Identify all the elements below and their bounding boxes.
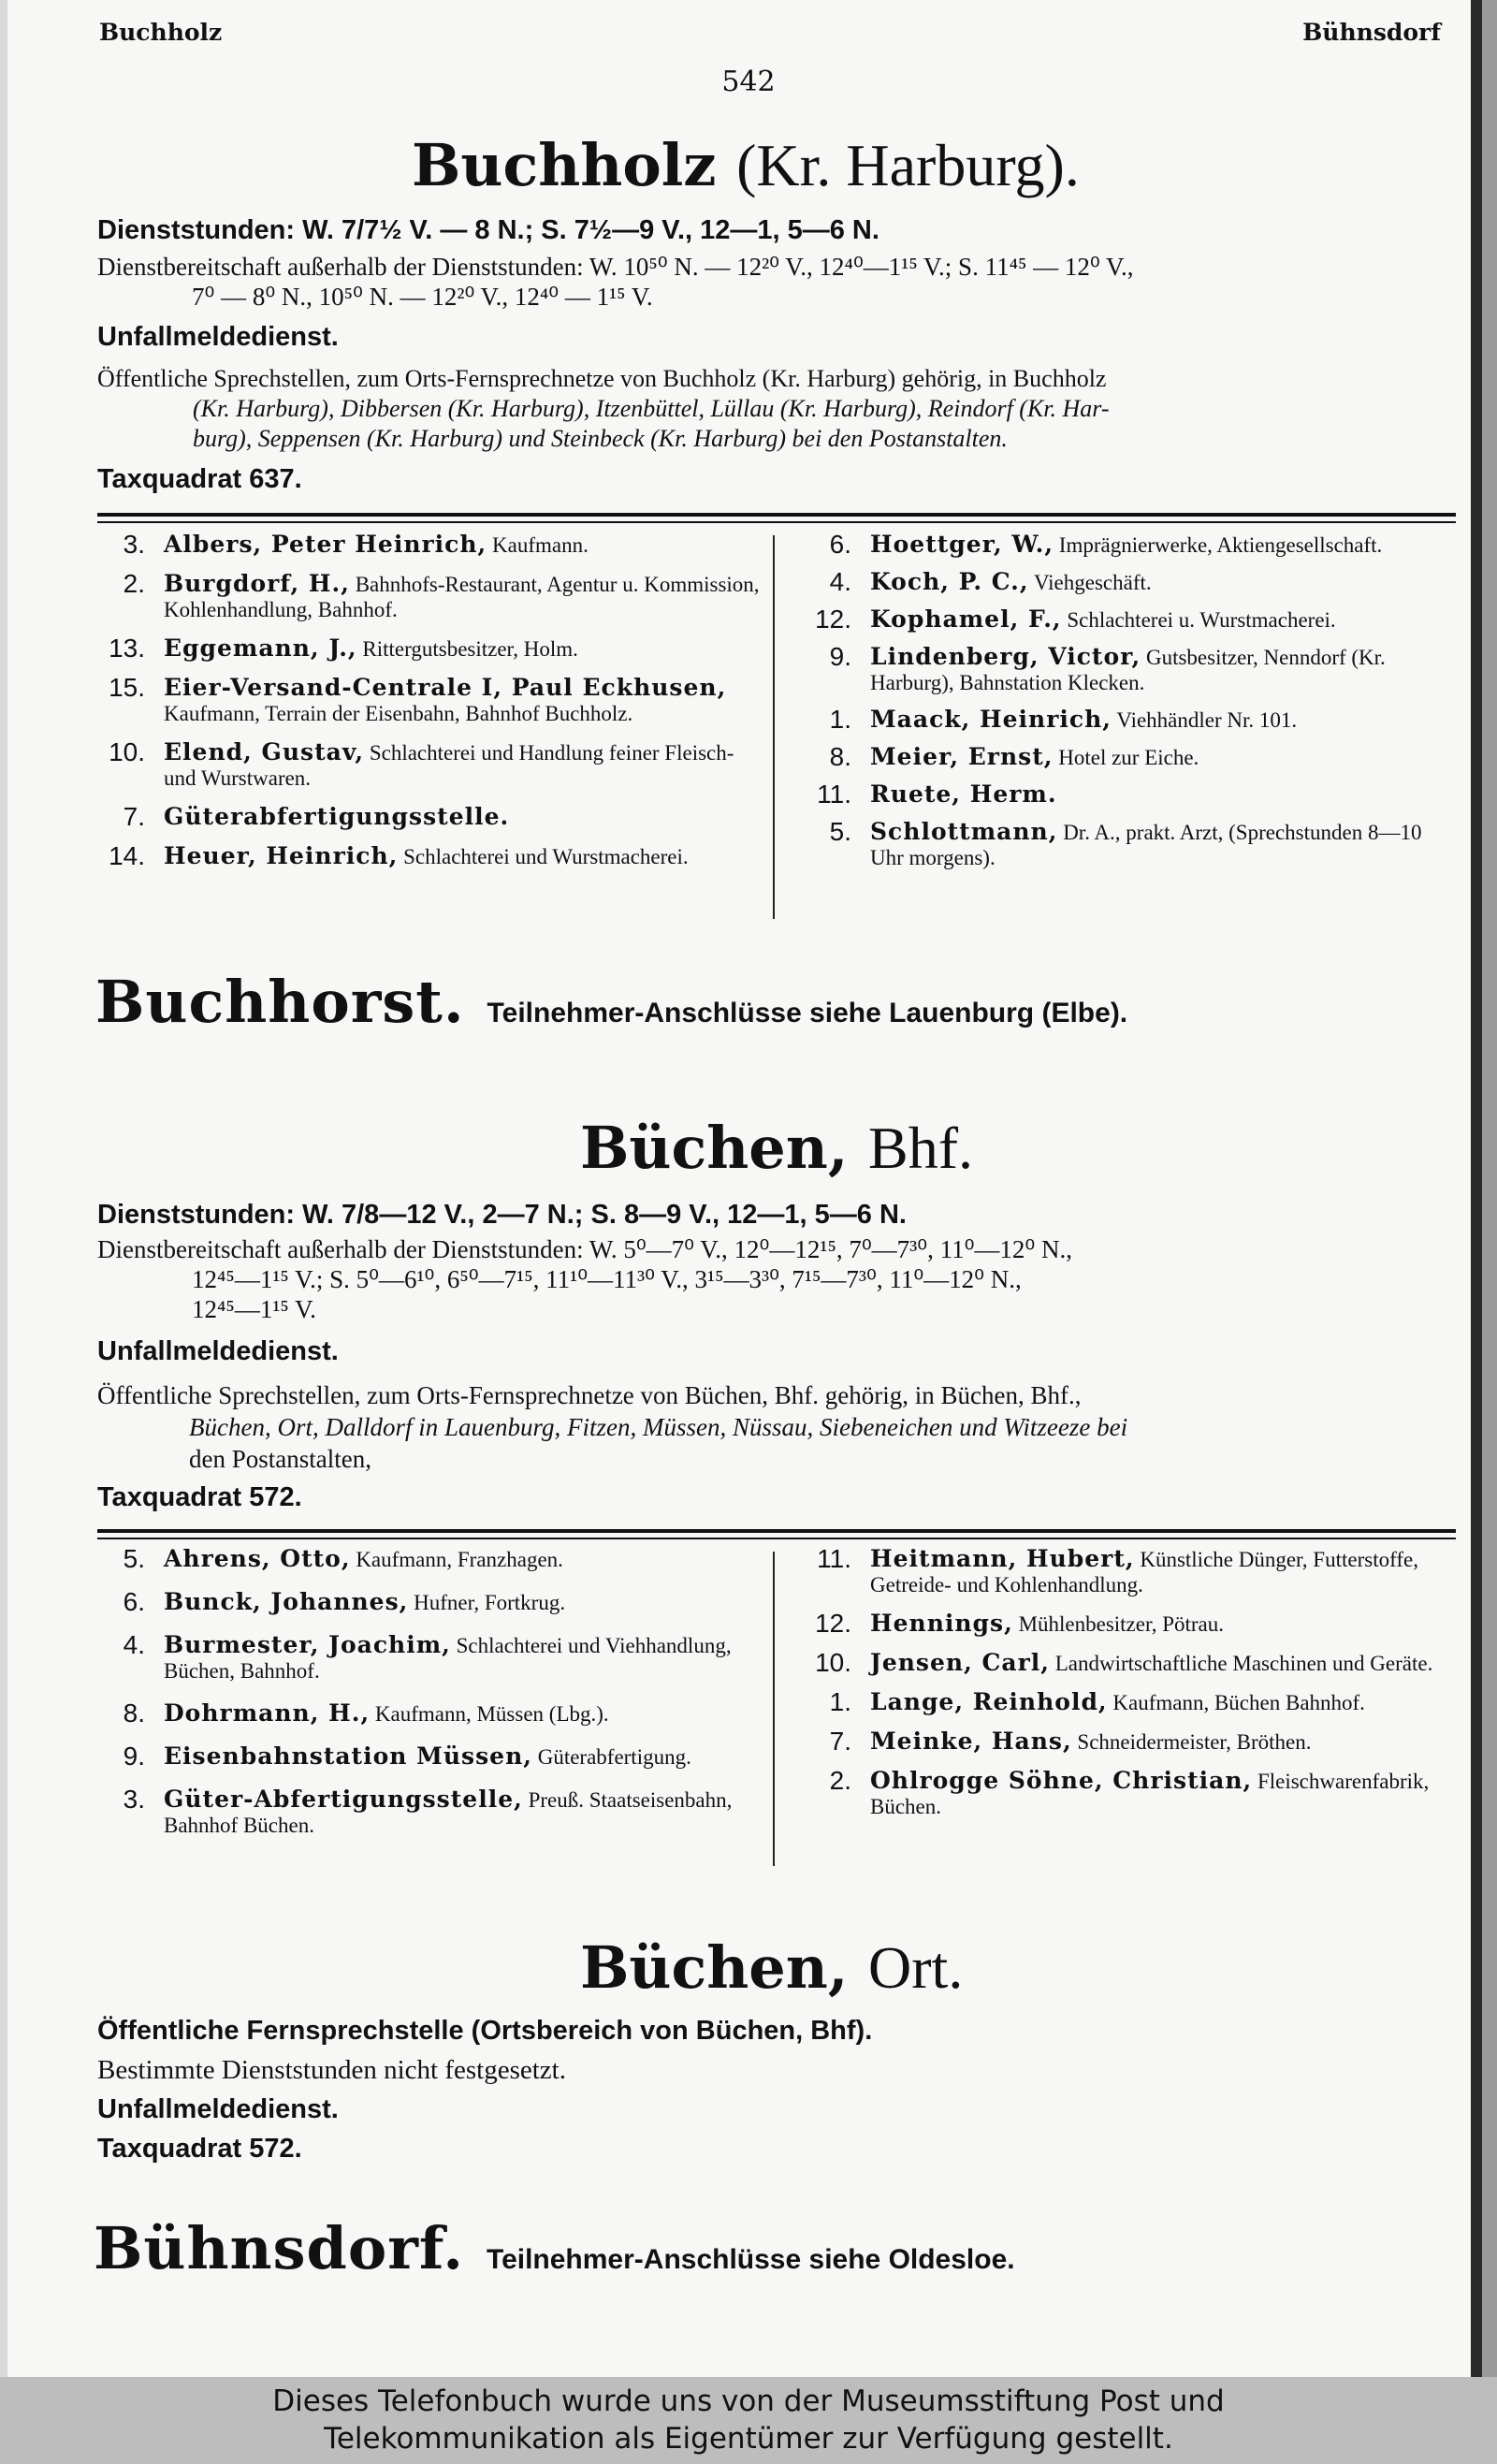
buchholz-line-2: Dienstbereitschaft außerhalb der Dienststunden: W. 10⁵⁰ N. — 12²⁰ V., 12⁴⁰—1¹⁵ V.; S. 11⁴⁵ — 12⁰ V., xyxy=(97,253,1134,281)
buechen-ort-line-4: Taxquadrat 572. xyxy=(97,2134,302,2164)
title-main: Büchen, xyxy=(580,1933,849,2002)
list-item: 11. Heitmann, Hubert, Künstliche Dünger, Futterstoffe, Getreide- und Kohlenhandlung. xyxy=(817,1544,1418,1596)
column-divider xyxy=(773,1552,775,1866)
buchholz-line-1: Dienststunden: W. 7/7½ V. — 8 N.; S. 7½—9 V., 12—1, 5—6 N. xyxy=(97,215,879,245)
list-item: 5. Ahrens, Otto, Kaufmann, Franzhagen. xyxy=(123,1544,563,1573)
buechen-bhf-line-3: 12⁴⁵—1¹⁵ V.; S. 5⁰—6¹⁰, 6⁵⁰—7¹⁵, 11¹⁰—11³⁰ V., 3¹⁵—3³⁰, 7¹⁵—7³⁰, 11⁰—12⁰ N., xyxy=(192,1265,1022,1293)
buchholz-right-column xyxy=(805,532,1460,870)
section-title-buechen-bhf xyxy=(580,1114,973,1183)
buechen-bhf-line-6: Öffentliche Sprechstellen, zum Orts-Fernsprechnetze von Büchen, Bhf. gehörig, in Büchen, Bhf., xyxy=(97,1381,1082,1409)
list-item: 9. Lindenberg, Victor, Gutsbesitzer, Nenndorf (Kr. Harburg), Bahnstation Klecken. xyxy=(829,642,1386,694)
buehnsdorf-reference: Teilnehmer-Anschlüsse siehe Oldesloe. xyxy=(486,2244,1015,2275)
list-item: 3. Albers, Peter Heinrich, Kaufmann. xyxy=(123,530,589,559)
buchholz-line-6: (Kr. Harburg), Dibbersen (Kr. Harburg), Itzenbüttel, Lüllau (Kr. Harburg), Reindorf (Kr. Har- xyxy=(193,395,1110,422)
section-title-buechen-ort xyxy=(580,1933,963,2003)
buchholz-line-4: Unfallmeldedienst. xyxy=(97,322,339,352)
page-number: 542 xyxy=(721,66,776,98)
section-rule xyxy=(97,1529,1456,1539)
page-left-edge xyxy=(0,0,7,2377)
list-item: 12. Kophamel, F., Schlachterei u. Wurstmacherei. xyxy=(815,605,1336,634)
header-right-keyword: Bühnsdorf xyxy=(1302,19,1441,46)
buchholz-line-5: Öffentliche Sprechstellen, zum Orts-Fernsprechnetze von Buchholz (Kr. Harburg) gehörig, in Buchholz xyxy=(97,365,1107,392)
list-item: 3. Güter-Abfertigungsstelle, Preuß. Staatseisenbahn, Bahnhof Büchen. xyxy=(123,1785,733,1837)
buechen-ort-line-1: Öffentliche Fernsprechstelle (Ortsbereich von Büchen, Bhf). xyxy=(97,2016,873,2046)
page-binding-shadow xyxy=(1471,0,1482,2377)
list-item: 8. Dohrmann, H., Kaufmann, Müssen (Lbg.). xyxy=(123,1699,609,1728)
buechen-bhf-left-column xyxy=(98,1546,763,1838)
list-item: 12. Hennings, Mühlenbesitzer, Pötrau. xyxy=(815,1609,1225,1638)
column-divider xyxy=(773,535,775,919)
buechen-bhf-line-1: Dienststunden: W. 7/8—12 V., 2—7 N.; S. 8—9 V., 12—1, 5—6 N. xyxy=(97,1200,907,1230)
list-item: 7. Güterabfertigungsstelle. xyxy=(123,802,510,831)
list-item: 4. Koch, P. C., Viehgeschäft. xyxy=(829,567,1152,596)
buechen-bhf-line-5: Unfallmeldedienst. xyxy=(97,1336,339,1366)
title-main: Buchholz xyxy=(412,131,717,199)
list-item: 6. Bunck, Johannes, Hufner, Fortkrug. xyxy=(123,1587,566,1616)
list-item: 2. Ohlrogge Söhne, Christian, Fleischwarenfabrik, Büchen. xyxy=(829,1766,1430,1818)
title-sub: Bhf. xyxy=(868,1115,974,1181)
buechen-bhf-right-column xyxy=(805,1546,1460,1819)
list-item: 4. Burmester, Joachim, Schlachterei und Viehhandlung, Büchen, Bahnhof. xyxy=(123,1630,732,1683)
list-item: 10. Jensen, Carl, Landwirtschaftliche Maschinen und Geräte. xyxy=(815,1648,1433,1677)
buchholz-left-column xyxy=(98,532,763,869)
list-item: 1. Maack, Heinrich, Viehhändler Nr. 101. xyxy=(829,705,1298,734)
list-item: 13. Eggemann, J., Rittergutsbesitzer, Holm. xyxy=(109,634,578,663)
section-title-buchholz xyxy=(412,131,1080,200)
section-title-buehnsdorf: Bühnsdorf. xyxy=(94,2214,464,2282)
list-item: 1. Lange, Reinhold, Kaufmann, Büchen Bahnhof. xyxy=(829,1687,1365,1716)
buechen-bhf-line-2: Dienstbereitschaft außerhalb der Dienststunden: W. 5⁰—7⁰ V., 12⁰—12¹⁵, 7⁰—7³⁰, 11⁰—12⁰ N., xyxy=(97,1235,1072,1263)
buchholz-line-3: 7⁰ — 8⁰ N., 10⁵⁰ N. — 12²⁰ V., 12⁴⁰ — 1¹⁵ V. xyxy=(192,283,653,311)
header-left-keyword: Buchholz xyxy=(99,19,223,46)
list-item: 11. Ruete, Herm. xyxy=(817,780,1057,809)
donation-notice xyxy=(0,2377,1497,2464)
buechen-ort-line-2: Bestimmte Dienststunden nicht festgesetzt. xyxy=(97,2055,566,2085)
notice-line-2: Telekommunikation als Eigentümer zur Verfügung gestellt. xyxy=(324,2422,1173,2456)
page-right-margin xyxy=(1482,0,1497,2377)
buchholz-line-7: burg), Seppensen (Kr. Harburg) und Steinbeck (Kr. Harburg) bei den Postanstalten. xyxy=(193,425,1008,452)
list-item: 7. Meinke, Hans, Schneidermeister, Bröthen. xyxy=(829,1727,1312,1756)
section-rule xyxy=(97,513,1456,523)
title-sub: Ort. xyxy=(868,1934,964,2001)
buechen-bhf-line-7: Büchen, Ort, Dalldorf in Lauenburg, Fitzen, Müssen, Nüssau, Siebeneichen und Witzeeze bei xyxy=(189,1413,1128,1441)
buchholz-line-8: Taxquadrat 637. xyxy=(97,464,302,494)
section-buehnsdorf xyxy=(94,2214,1015,2282)
buchhorst-reference: Teilnehmer-Anschlüsse siehe Lauenburg (Elbe). xyxy=(487,998,1128,1028)
list-item: 15. Eier-Versand-Centrale I, Paul Eckhusen, Kaufmann, Terrain der Eisenbahn, Bahnhof Buchholz. xyxy=(109,673,727,725)
buechen-bhf-line-9: Taxquadrat 572. xyxy=(97,1482,302,1512)
section-title-buchhorst: Buchhorst. xyxy=(95,968,465,1036)
list-item: 2. Burgdorf, H., Bahnhofs-Restaurant, Agentur u. Kommission, Kohlenhandlung, Bahnhof. xyxy=(123,569,760,621)
title-sub: (Kr. Harburg). xyxy=(736,132,1080,198)
buechen-ort-line-3: Unfallmeldedienst. xyxy=(97,2094,339,2124)
list-item: 14. Heuer, Heinrich, Schlachterei und Wurstmacherei. xyxy=(109,841,689,870)
list-item: 5. Schlottmann, Dr. A., prakt. Arzt, (Sprechstunden 8—10 Uhr morgens). xyxy=(829,817,1422,869)
section-buchhorst xyxy=(95,968,1127,1036)
buechen-bhf-line-4: 12⁴⁵—1¹⁵ V. xyxy=(192,1295,316,1323)
list-item: 8. Meier, Ernst, Hotel zur Eiche. xyxy=(829,742,1199,771)
buechen-bhf-line-8: den Postanstalten, xyxy=(189,1445,371,1473)
notice-line-1: Dieses Telefonbuch wurde uns von der Museumsstiftung Post und xyxy=(272,2384,1225,2418)
list-item: 9. Eisenbahnstation Müssen, Güterabfertigung. xyxy=(123,1742,691,1771)
list-item: 10. Elend, Gustav, Schlachterei und Handlung feiner Fleisch- und Wurstwaren. xyxy=(109,737,734,790)
title-main: Büchen, xyxy=(580,1114,849,1182)
list-item: 6. Hoettger, W., Imprägnierwerke, Aktiengesellschaft. xyxy=(829,530,1383,559)
